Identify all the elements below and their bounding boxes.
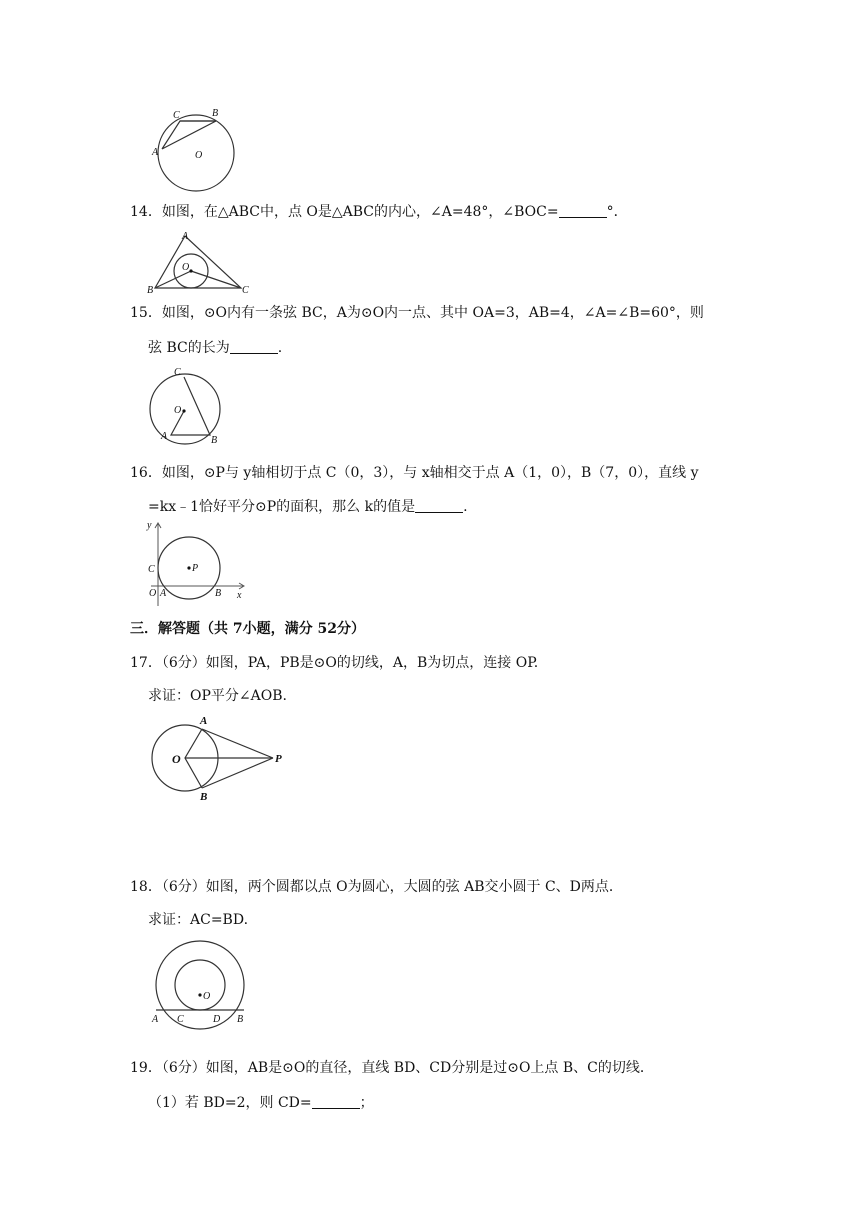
- question-15-text: 弦 BC的长为: [148, 340, 230, 356]
- question-17-proof: 求证：OP平分∠AOB.: [148, 688, 287, 704]
- question-18-line1: 18．（6分）如图，两个圆都以点 O为圆心，大圆的弦 AB交小圆于 C、D两点．: [130, 879, 623, 895]
- label-p: P: [192, 563, 199, 574]
- label-y: y: [147, 520, 152, 531]
- question-14: [130, 202, 628, 222]
- label-c: C: [148, 564, 155, 575]
- label-b: B: [212, 108, 219, 119]
- label-o: O: [172, 752, 181, 766]
- label-o: O: [203, 991, 211, 1002]
- question-19-sub1-suffix: ；: [359, 1095, 374, 1111]
- question-18-proof: 求证：AC=BD.: [148, 912, 249, 928]
- label-x: x: [237, 590, 242, 601]
- label-a: A: [161, 431, 168, 442]
- section-heading: 三．解答题（共 7小题，满分 52分）: [130, 621, 365, 637]
- question-15-line2: [148, 338, 282, 358]
- question-19-line1: 19．（6分）如图，AB是⊙O的直径，直线 BD、CD分别是过⊙O上点 B、C的切线．: [130, 1060, 654, 1076]
- label-o: O: [195, 150, 203, 161]
- label-o: O: [174, 405, 182, 416]
- label-c: C: [242, 285, 249, 296]
- label-a: A: [160, 588, 167, 599]
- label-d: D: [213, 1014, 221, 1025]
- answer-blank-19-1[interactable]: [312, 1094, 360, 1109]
- label-c: C: [177, 1014, 184, 1025]
- question-16-suffix: .: [463, 499, 468, 515]
- label-b: B: [211, 435, 218, 446]
- answer-blank-14[interactable]: [559, 203, 607, 218]
- label-a: A: [182, 231, 189, 242]
- label-a: A: [152, 147, 159, 158]
- question-16-line1: 16．如图，⊙P与 y轴相切于点 C（0，3），与 x轴相交于点 A（1，0），B（7，0），直线 y: [130, 465, 699, 481]
- question-15-line1: 15．如图，⊙O内有一条弦 BC，A为⊙O内一点、其中 OA=3，AB=4，∠A=∠B=60°，则: [130, 305, 704, 321]
- question-16-line2: [148, 497, 468, 517]
- question-14-suffix: °．: [606, 204, 628, 220]
- question-19-sub1: [148, 1093, 374, 1113]
- label-b: B: [147, 285, 154, 296]
- figure-q14: [145, 230, 255, 294]
- label-c: C: [173, 110, 180, 121]
- question-17-line1: 17．（6分）如图，PA，PB是⊙O的切线，A，B为切点，连接 OP.: [130, 655, 539, 671]
- figure-q13: [140, 100, 250, 196]
- label-b: B: [237, 1014, 244, 1025]
- question-19-sub1-text: （1）若 BD=2，则 CD=: [148, 1095, 312, 1111]
- label-a: A: [152, 1014, 159, 1025]
- question-16-text: =kx﹣1恰好平分⊙P的面积，那么 k的值是: [148, 499, 416, 515]
- figure-q15: [145, 365, 235, 450]
- figure-q16: [143, 518, 253, 608]
- question-15-suffix: .: [277, 340, 283, 356]
- question-14-text: 14．如图，在△ABC中，点 O是△ABC的内心，∠A=48°，∠BOC=: [130, 204, 559, 220]
- label-c: C: [174, 367, 181, 378]
- answer-blank-15[interactable]: [230, 339, 278, 354]
- label-a: A: [200, 715, 208, 727]
- label-o: O: [149, 588, 157, 599]
- label-b: B: [215, 588, 222, 599]
- label-p: P: [275, 753, 282, 765]
- label-b: B: [200, 791, 208, 803]
- answer-blank-16[interactable]: [415, 498, 463, 513]
- figure-q17: [145, 712, 295, 804]
- figure-q18: [145, 935, 255, 1033]
- label-o: O: [182, 262, 190, 273]
